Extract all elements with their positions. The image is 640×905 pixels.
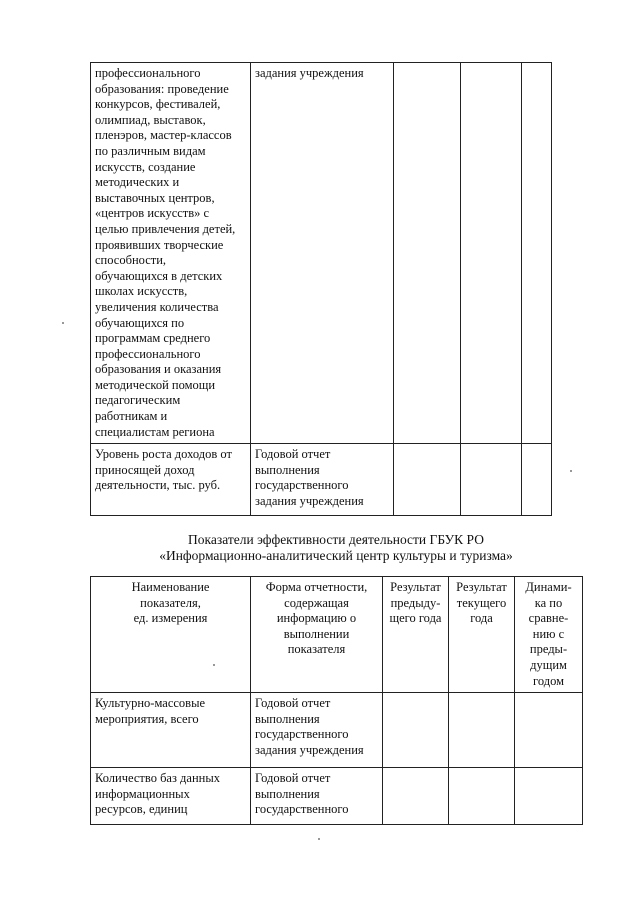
indicators-table-continued bbox=[90, 62, 552, 516]
table-header-row bbox=[91, 577, 583, 693]
header-indicator-name: Наименование показателя, ед. измерения bbox=[91, 577, 251, 693]
current-year-result-cell bbox=[449, 693, 515, 768]
table-row bbox=[91, 768, 583, 825]
report-form-cell bbox=[251, 63, 394, 444]
report-form-text: задания учреждения bbox=[255, 66, 364, 80]
dynamics-cell bbox=[522, 63, 552, 444]
header-previous-year-result: Результат предыду- щего года bbox=[383, 577, 449, 693]
section-title bbox=[90, 532, 582, 564]
indicator-cell bbox=[91, 63, 251, 444]
report-form-cell bbox=[251, 444, 394, 516]
indicator-cell bbox=[91, 444, 251, 516]
scan-speck bbox=[318, 838, 320, 840]
report-form-cell bbox=[251, 768, 383, 825]
current-year-result-cell bbox=[461, 444, 522, 516]
dynamics-cell bbox=[515, 768, 583, 825]
indicator-text: профессионального образования: проведение конкурсов, фестивалей, олимпиад, выставок, пленэров, мастер-классов по различным видам искусств, создание методических и выставочных центров, «центров искусств» с целью привлечения детей, проявивших творческие способности, обучающихся в детских школах искусств, увеличения количества обучающихся по программам среднего профессионального образования и оказания методической помощи педагогическим работникам и специалистам региона bbox=[95, 66, 236, 439]
scan-speck bbox=[570, 470, 572, 472]
indicator-text: Культурно-массовые мероприятия, всего bbox=[95, 696, 206, 726]
table-row bbox=[91, 63, 552, 444]
section-title-line-2: «Информационно-аналитический центр культуры и туризма» bbox=[159, 548, 513, 563]
report-form-text: Годовой отчет выполнения государственного задания учреждения bbox=[255, 696, 364, 757]
report-form-text: Годовой отчет выполнения государственного bbox=[255, 771, 349, 817]
dynamics-cell bbox=[522, 444, 552, 516]
scan-speck bbox=[62, 322, 64, 324]
report-form-text: Годовой отчет выполнения государственного задания учреждения bbox=[255, 447, 364, 509]
previous-year-result-cell bbox=[383, 693, 449, 768]
header-dynamics: Динами- ка по сравне- нию с преды- дущим годом bbox=[515, 577, 583, 693]
efficiency-indicators-table bbox=[90, 576, 583, 825]
previous-year-result-cell bbox=[394, 444, 461, 516]
indicator-cell bbox=[91, 768, 251, 825]
table-row bbox=[91, 444, 552, 516]
scan-speck bbox=[213, 664, 215, 666]
header-report-form: Форма отчетности, содержащая информацию о выполнении показателя bbox=[251, 577, 383, 693]
indicator-text: Уровень роста доходов от приносящей доход деятельности, тыс. руб. bbox=[95, 447, 232, 493]
previous-year-result-cell bbox=[383, 768, 449, 825]
current-year-result-cell bbox=[461, 63, 522, 444]
table-row bbox=[91, 693, 583, 768]
current-year-result-cell bbox=[449, 768, 515, 825]
indicator-text: Количество баз данных информационных ресурсов, единиц bbox=[95, 771, 220, 817]
dynamics-cell bbox=[515, 693, 583, 768]
previous-year-result-cell bbox=[394, 63, 461, 444]
report-form-cell bbox=[251, 693, 383, 768]
header-current-year-result: Результат текущего года bbox=[449, 577, 515, 693]
section-title-line-1: Показатели эффективности деятельности ГБУК РО bbox=[188, 532, 484, 547]
indicator-cell bbox=[91, 693, 251, 768]
